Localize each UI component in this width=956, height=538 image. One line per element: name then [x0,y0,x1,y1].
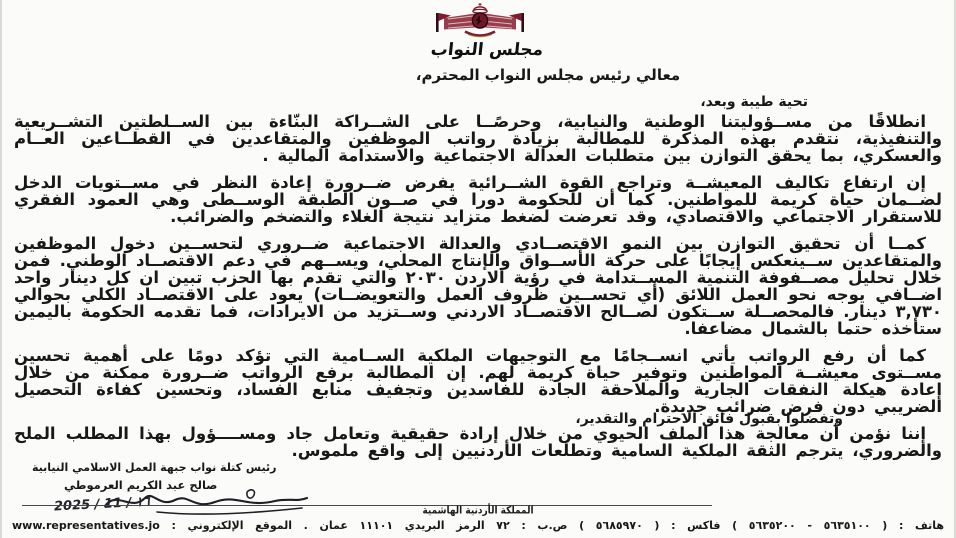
paragraph-5: إننا نؤمن أن معالجة هذا الملف الحيوي من خلال إرادة حقيقية وتعامل جاد ومســــؤول بهذا المطلب الملح والضروري، يترجم الثقة الملكية السامية وتطلعات الأردنيين إلى واقع ملموس. [14,424,942,460]
paragraph-4: كما أن رفع الرواتب يأتي انســجامًا مع التوجيهات الملكية الســامية التي تؤكد دومًا على أهمية تحسين مســتوى معيشــة المواطنين وتوفير حياة كريمة لهم. إن المطالبة برفع الرواتب ضــرورة ممكنة من خلال إعادة هيكلة النفقات الجارية والملاحقة الجادة للفاسدين وتجفيف منابع الفساد، وتحسين كفاءة التحصيل الضريبي دون فرض ضرائب جديدة. [14,346,942,416]
closing-line: وتفضلوا بقبول فائق الاحترام والتقدير، [575,411,843,427]
greeting-line: تحية طيبة وبعد، [700,94,808,110]
signature-date: 2025 / 11 / ١٦ [53,494,151,515]
salutation-line: معالي رئيس مجلس النواب المحترم، [415,66,681,84]
jordan-coat-of-arms-icon [432,2,528,40]
kingdom-calligraphy: المملكة الأردنية الهاشمية [422,505,534,517]
paragraph-3: كمــا أن تحقيق التوازن بين النمو الاقتصــادي والعدالة الاجتماعية ضــروري لتحســين دخول الموظفين والمتقاعدين ســينعكس إيجابًا على حركة الأســواق والإنتاج المحلي، ويســهم في دعم الاقتصــاد الوطني. فمن خلال تحليل مصــفوفة التنمية المســتدامة في رؤية الاردن ٢٠٣٠ والتي تقدم بها الحزب تبين ان كل دينار واحد اضــافي يوجه نحو العمل اللائق (أي تحســين ظروف العمل والتعويضــات) يعود على الاقتصــاد الكلي بحوالي ٣,٧٣٠ دينار. فالمحصــلة ســتكون لصــالح الاقتصــاد الاردني وســتزيد من الايرادات، فما تقدمه الحكومة باليمين ستأخذه حتما بالشمال مضاعفا. [14,234,942,338]
footer-contact-line: هاتف : ( ٥٦٣٥١٠٠ - ٥٦٣٥٢٠٠ ) فاكس : ( ٥٦٨٥٩٧٠ ) ص.ب : ٧٢ الرمز البريدي ١١١٠١ عمان . الموقع الإلكتروني : www.representatives.jo [12,519,945,532]
signature-title: رئيس كتلة نواب جبهة العمل الاسلامي النيابية [32,461,277,474]
scan-layer [2,0,954,538]
signature-name: صالح عبد الكريم العرموطي [64,478,218,492]
paragraph-1: انطلاقًا من مســؤوليتنا الوطنية والنيابية، وحرصًــا على الشــراكة البنّاءة بين الســلطتين التشــريعية والتنفيذية، نتقدم بهذه المذكرة للمطالبة بزيادة رواتب الموظفين والمتقاعدين في القطــاعين العــام والعسكري، بما يحقق التوازن بين متطلبات العدالة الاجتماعية والاستدامة المالية . [14,112,942,165]
paragraph-2: إن ارتفاع تكاليف المعيشــة وتراجع القوة الشــرائية يفرض ضــرورة إعادة النظر في مســتويات الدخل لضــمان حياة كريمة للمواطنين. كما أن للحكومة دورا في صــون الطبقة الوســطى وهي العمود الفقري للاستقرار الاجتماعي والاقتصادي، وقد تعرضت لضغط متزايد نتيجة الغلاء والتضخم والضرائب. [14,173,942,226]
assembly-calligraphy: مجلس النواب [429,40,545,60]
